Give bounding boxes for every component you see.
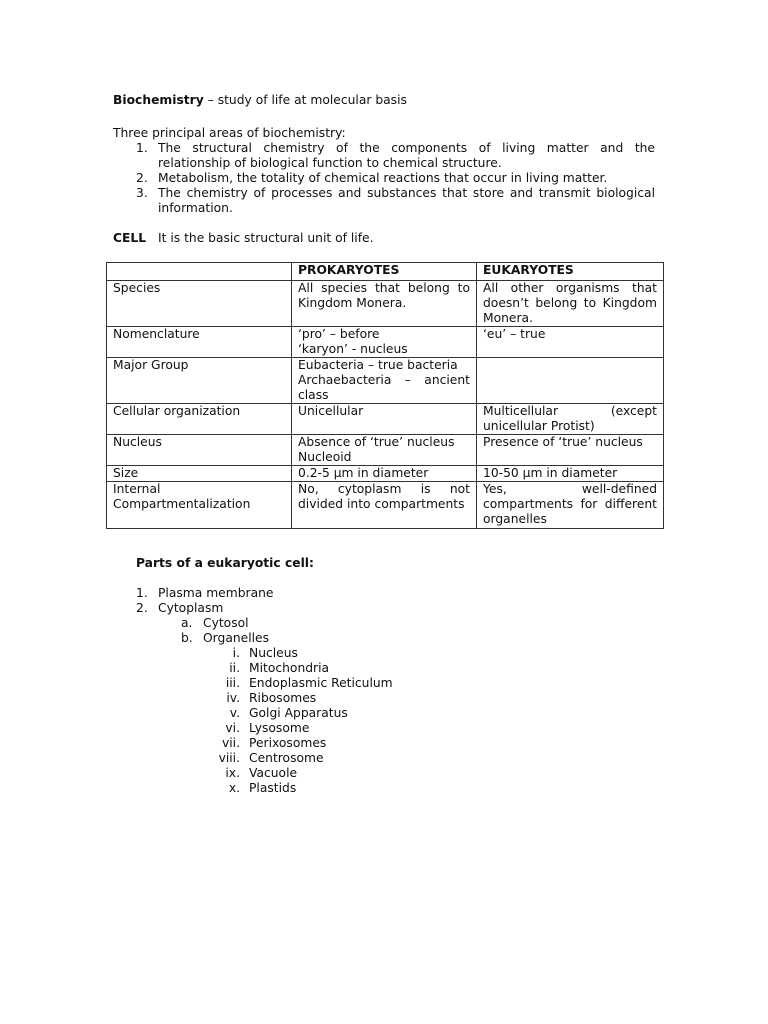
term-definition: – study of life at molecular basis <box>203 93 407 107</box>
cell-line: ‘karyon’ - nucleus <box>298 342 408 356</box>
table-cell-label <box>107 327 292 358</box>
table-row <box>107 435 664 466</box>
table-cell-pro <box>292 327 477 358</box>
table-cell-pro <box>292 281 477 327</box>
table-header-row <box>107 263 664 281</box>
cell-line: Major Group <box>113 358 189 372</box>
organelle-item: Centrosome <box>249 751 324 765</box>
area-line: relationship of biological function to chemical structure. <box>158 156 502 170</box>
table-cell-pro <box>292 358 477 404</box>
cell-line: compartments for different <box>483 497 657 511</box>
table-cell-label <box>107 466 292 482</box>
cell-line: Size <box>113 466 139 480</box>
organelle-number: vi. <box>225 721 240 735</box>
organelle-number: ix. <box>225 766 240 780</box>
cell-line: Compartmentalization <box>113 497 251 511</box>
cell-line: 0.2-5 μm in diameter <box>298 466 429 480</box>
cell-line: Nucleoid <box>298 450 352 464</box>
cell-line: Cellular organization <box>113 404 241 418</box>
organelle-number: iii. <box>225 676 240 690</box>
cell-line: Archaebacteria – ancient <box>298 373 470 387</box>
area-line: Metabolism, the totality of chemical reactions that occur in living matter. <box>158 171 608 185</box>
cell-line: unicellular Protist) <box>483 419 595 433</box>
organelle-number: iv. <box>226 691 240 705</box>
organelle-item: Lysosome <box>249 721 310 735</box>
sub-item: Organelles <box>203 631 270 645</box>
area-number: 1. <box>136 141 148 155</box>
table-row <box>107 482 664 529</box>
organelle-number: ii. <box>229 661 240 675</box>
table-cell-eu <box>477 482 664 529</box>
organelle-item: Vacuole <box>249 766 298 780</box>
table-cell-label <box>107 358 292 404</box>
table-cell-eu <box>477 435 664 466</box>
table-cell-label <box>107 435 292 466</box>
cell-line: Species <box>113 281 161 295</box>
table-row <box>107 281 664 327</box>
area-line: information. <box>158 201 233 215</box>
parts-item: Plasma membrane <box>158 586 274 600</box>
cell-line: ‘eu’ – true <box>483 327 546 341</box>
sub-number: a. <box>181 616 193 630</box>
table-cell-pro <box>292 482 477 529</box>
cell-line: All other organisms that <box>483 281 657 295</box>
organelle-number: viii. <box>218 751 240 765</box>
parts-item: Cytoplasm <box>158 601 224 615</box>
cell-line: Eubacteria – true bacteria <box>298 358 458 372</box>
cell-line: All species that belong to <box>298 281 470 295</box>
cell-line: ‘pro’ – before <box>298 327 380 341</box>
comparison-table <box>106 262 664 529</box>
cell-line: organelles <box>483 512 547 526</box>
table-cell-label <box>107 281 292 327</box>
table-cell-label <box>107 482 292 529</box>
cell-label: CELL <box>113 231 147 245</box>
cell-text: It is the basic structural unit of life. <box>158 231 374 245</box>
parts-number: 1. <box>136 586 148 600</box>
cell-line: divided into compartments <box>298 497 465 511</box>
table-cell-pro <box>292 466 477 482</box>
sub-number: b. <box>181 631 193 645</box>
area-line: The chemistry of processes and substances that store and transmit biological <box>158 186 655 200</box>
cell-line: Yes, well-defined <box>483 482 657 496</box>
table-row <box>107 327 664 358</box>
cell-definition <box>113 231 374 246</box>
table-cell-eu <box>477 281 664 327</box>
cell-line: 10-50 μm in diameter <box>483 466 618 480</box>
area-line: The structural chemistry of the components of living matter and the <box>158 141 655 155</box>
cell-line: Multicellular (except <box>483 404 657 418</box>
organelle-number: vii. <box>221 736 240 750</box>
table-cell-eu <box>477 466 664 482</box>
organelle-item: Plastids <box>249 781 297 795</box>
cell-line: Kingdom Monera. <box>298 296 407 310</box>
organelle-item: Endoplasmic Reticulum <box>249 676 393 690</box>
parts-number: 2. <box>136 601 148 615</box>
sub-item: Cytosol <box>203 616 249 630</box>
cell-line: No, cytoplasm is not <box>298 482 470 496</box>
organelle-number: i. <box>232 646 240 660</box>
cell-line: Monera. <box>483 311 533 325</box>
organelle-number: x. <box>228 781 240 795</box>
table-cell-eu <box>477 404 664 435</box>
table-body <box>107 281 664 529</box>
organelle-item: Perixosomes <box>249 736 327 750</box>
table-cell-label <box>107 404 292 435</box>
organelle-item: Golgi Apparatus <box>249 706 348 720</box>
parts-title: Parts of a eukaryotic cell: <box>136 556 314 570</box>
table-header-eukaryotes: EUKARYOTES <box>477 263 664 281</box>
cell-line: Unicellular <box>298 404 364 418</box>
organelle-number: v. <box>229 706 240 720</box>
definition-line <box>113 93 407 108</box>
table-row <box>107 466 664 482</box>
table-cell-pro <box>292 435 477 466</box>
cell-line: Internal <box>113 482 161 496</box>
table-row <box>107 358 664 404</box>
term-biochemistry: Biochemistry <box>113 93 204 107</box>
cell-line: Nomenclature <box>113 327 200 341</box>
table-cell-eu <box>477 358 664 404</box>
organelle-item: Mitochondria <box>249 661 330 675</box>
table-header-empty <box>107 263 292 281</box>
cell-line: Presence of ‘true’ nucleus <box>483 435 643 449</box>
table-cell-eu <box>477 327 664 358</box>
table-cell-pro <box>292 404 477 435</box>
cell-line: Absence of ‘true’ nucleus <box>298 435 455 449</box>
cell-line: Nucleus <box>113 435 162 449</box>
cell-line: class <box>298 388 329 402</box>
table-header-prokaryotes: PROKARYOTES <box>292 263 477 281</box>
organelle-item: Nucleus <box>249 646 298 660</box>
area-number: 3. <box>136 186 148 200</box>
organelle-item: Ribosomes <box>249 691 317 705</box>
areas-intro: Three principal areas of biochemistry: <box>113 126 346 140</box>
area-number: 2. <box>136 171 148 185</box>
table-row <box>107 404 664 435</box>
cell-line: doesn’t belong to Kingdom <box>483 296 657 310</box>
